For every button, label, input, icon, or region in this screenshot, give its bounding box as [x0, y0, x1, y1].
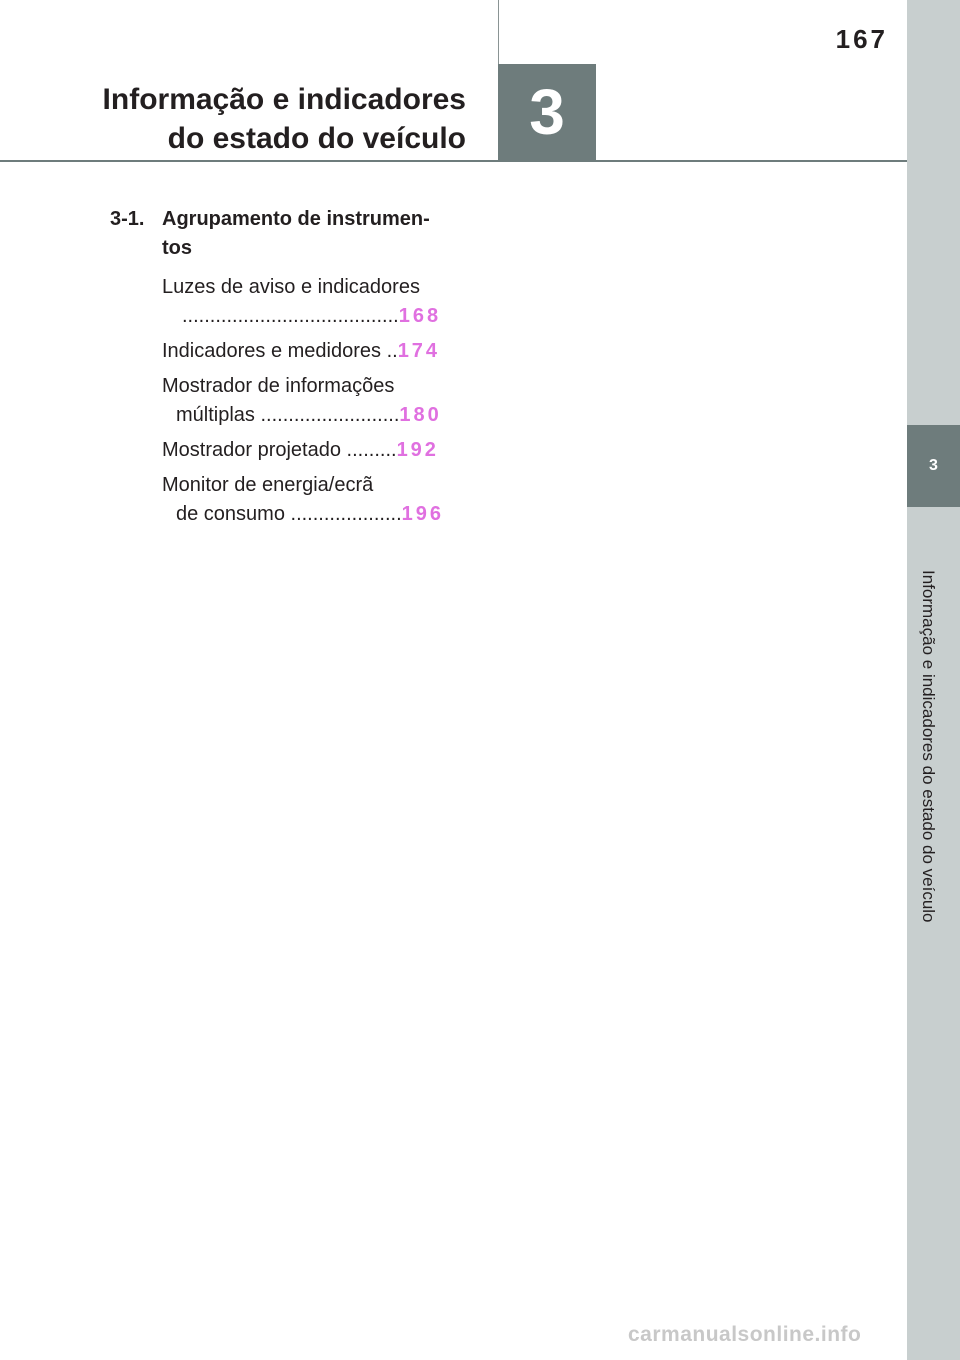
- chapter-number-box: [498, 64, 596, 160]
- section-title-line2: tos: [162, 237, 192, 259]
- watermark: carmanualsonline.info: [628, 1323, 862, 1346]
- entry-page-link[interactable]: 174: [397, 340, 441, 362]
- toc-entry-gauges[interactable]: [110, 337, 460, 366]
- header-vertical-rule: [498, 0, 499, 64]
- header-horizontal-rule: [0, 160, 907, 162]
- chapter-title: [60, 80, 466, 158]
- toc-entry-multi-display[interactable]: [110, 372, 460, 430]
- entry-page-link[interactable]: 180: [399, 404, 442, 426]
- entry-leader: múltiplas .........................: [176, 404, 400, 426]
- toc-section: [110, 205, 460, 263]
- entry-title: Mostrador projetado .........: [162, 439, 397, 461]
- chapter-title-line1: Informação e indicadores: [102, 83, 466, 116]
- entry-page-link[interactable]: 192: [396, 439, 439, 461]
- side-label-text: Informação e indicadores do estado do veículo: [919, 569, 938, 923]
- page-number: 167: [835, 24, 888, 54]
- entry-leader: de consumo ....................: [176, 503, 402, 525]
- entry-title: Monitor de energia/ecrã: [162, 474, 374, 496]
- entry-title: Mostrador de informações: [162, 375, 395, 397]
- section-number: 3-1.: [110, 208, 145, 230]
- entry-page-link[interactable]: 196: [401, 503, 445, 525]
- toc-entry-head-up-display[interactable]: [110, 436, 460, 465]
- entry-leader: .......................................: [182, 305, 399, 327]
- side-chapter-tab[interactable]: [907, 425, 960, 507]
- chapter-title-line2: do estado do veículo: [167, 122, 466, 155]
- entry-page-link[interactable]: 168: [398, 305, 442, 327]
- toc-entry-energy-monitor[interactable]: [110, 471, 460, 529]
- entry-title: Indicadores e medidores ..: [162, 340, 398, 362]
- side-tab-number: 3: [929, 457, 938, 474]
- chapter-number: 3: [529, 76, 565, 148]
- entry-title: Luzes de aviso e indicadores: [162, 276, 420, 298]
- side-chapter-label: [912, 520, 944, 972]
- toc-entry-warning-lights[interactable]: [110, 273, 460, 331]
- table-of-contents: [110, 205, 460, 535]
- section-title-line1: Agrupamento de instrumen-: [162, 208, 430, 230]
